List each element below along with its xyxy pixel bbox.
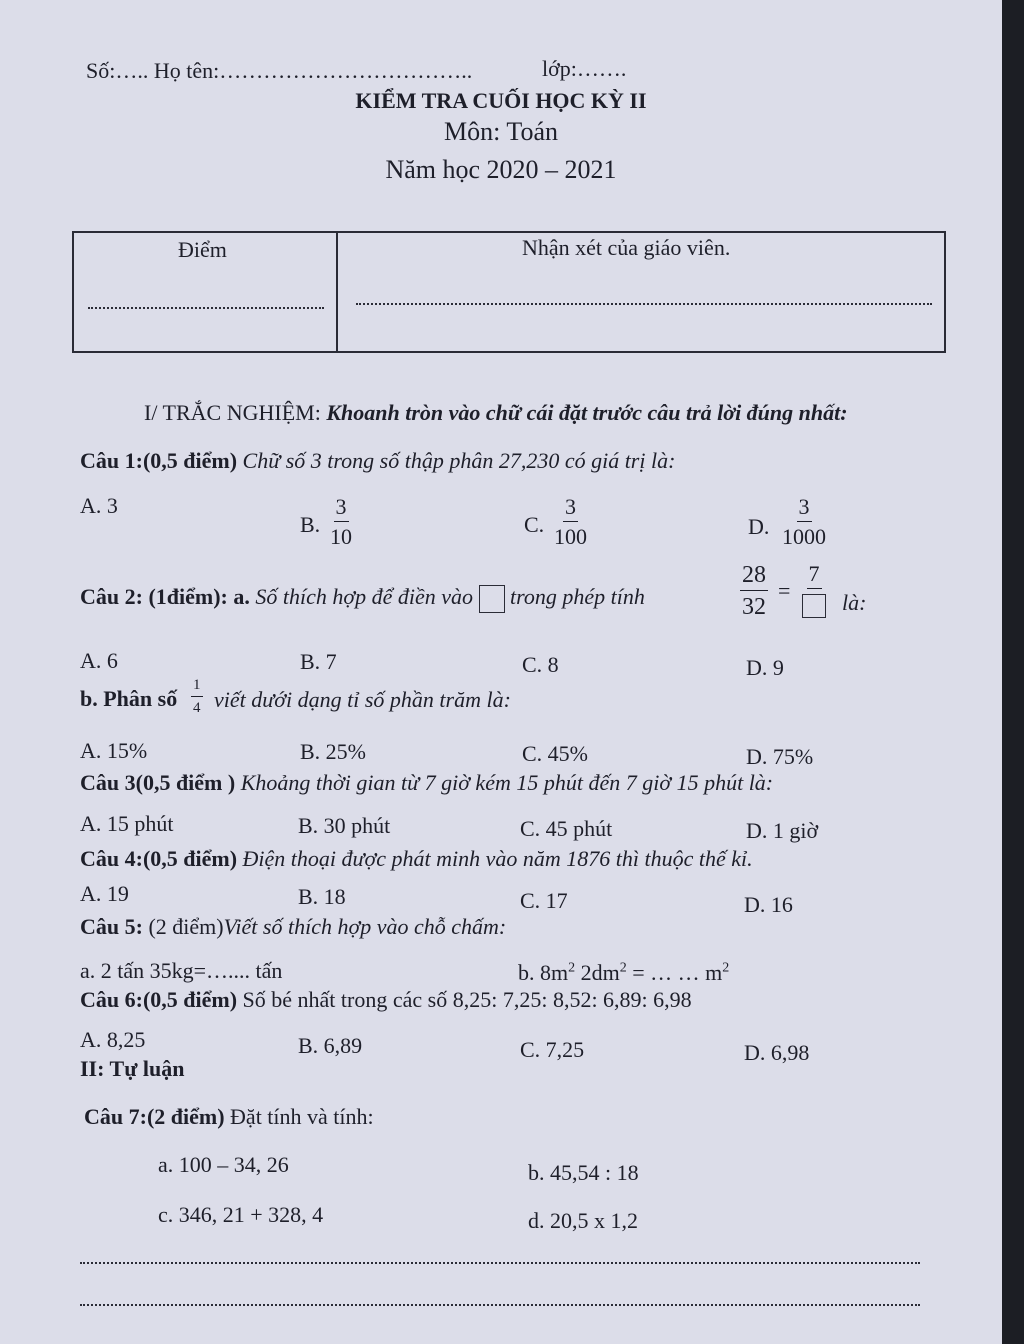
blank-box [479,585,505,613]
q3-text: Khoảng thời gian từ 7 giờ kém 15 phút đến 7 giờ 15 phút là: [240,770,774,795]
q1-d-denominator: 1000 [782,524,826,549]
question-4 [80,846,753,872]
score-blank [88,307,324,309]
q2-part-b-post: viết dưới dạng tỉ số phần trăm là: [214,687,511,712]
q1-b-numerator: 3 [334,496,349,522]
q6-option-d: D. 6,98 [744,1040,810,1065]
question-6 [80,987,692,1013]
q4-label: Câu 4:(0,5 điểm) [80,846,238,871]
score-table [72,231,946,353]
q6-option-a: A. 8,25 [80,1027,146,1052]
q6-option-b: B. 6,89 [298,1033,363,1058]
q2-part-b-fraction [191,678,203,716]
q2b-option-c: C. 45% [522,741,588,766]
q1-text: Chữ số 3 trong số thập phân 27,230 có giá trị là: [242,448,676,473]
question-1 [80,448,675,474]
q2b-option-d: D. 75% [746,744,814,769]
q2-f1-denominator: 32 [742,594,766,620]
answer-line-2 [80,1304,920,1306]
q2-f2-denominator [802,589,826,618]
q2-f2-numerator: 7 [807,563,822,589]
q3-option-a: A. 15 phút [80,811,174,836]
q1-option-b-letter: B. [300,512,321,537]
q4-option-b: B. 18 [298,884,346,909]
q3-option-c: C. 45 phút [520,816,613,841]
q2-text-a: Số thích hợp để điền vào [255,584,474,609]
q5-b-pre: b. 8m [518,960,569,985]
q6-text: Số bé nhất trong các số 8,25: 7,25: 8,52: 6,89: 6,98 [242,987,692,1012]
student-info-line: Số:….. Họ tên:…………………………….. [86,58,473,83]
q5-b-post: = … … m [626,960,723,985]
q5-label: Câu 5: [80,914,143,939]
q2-text-b: trong phép tính [510,584,645,609]
q4-option-a: A. 19 [80,881,129,906]
q7-part-c: c. 346, 21 + 328, 4 [158,1202,324,1227]
q1-option-c-fraction [554,496,587,548]
q5-text: Viết số thích hợp vào chỗ chấm: [223,914,507,939]
q1-c-numerator: 3 [563,496,578,522]
q7-label: Câu 7:(2 điểm) [84,1104,225,1129]
q6-option-c: C. 7,25 [520,1037,585,1062]
q4-option-c: C. 17 [520,888,568,913]
q2b-option-a: A. 15% [80,738,148,763]
question-5 [80,914,506,940]
q5-sup-2: 2 [619,960,627,976]
comment-blank [356,303,932,305]
q5-part-a: a. 2 tấn 35kg=….... tấn [80,958,283,983]
q2-pb-denominator: 4 [193,700,201,716]
answer-line-1 [80,1262,920,1264]
q1-option-a: A. 3 [80,493,118,518]
q2-option-c: C. 8 [522,652,559,677]
q2-option-b: B. 7 [300,649,337,674]
q1-option-d-fraction [782,496,826,548]
section2-heading: II: Tự luận [80,1056,185,1081]
q1-label: Câu 1:(0,5 điểm) [80,448,238,473]
q1-option-d-letter: D. [748,514,770,539]
q2-part-b-pre: b. Phân số [80,686,178,711]
q5-part-b [518,960,729,986]
q3-option-b: B. 30 phút [298,813,391,838]
q2-f1-numerator: 28 [740,563,768,591]
q3-label: Câu 3(0,5 điểm ) [80,770,236,795]
q5-points: (2 điểm) [148,914,224,939]
q7-part-b: b. 45,54 : 18 [528,1160,639,1185]
section1-instruction: Khoanh tròn vào chữ cái đặt trước câu trả lời đúng nhất: [326,400,848,425]
q2-fraction-1 [740,563,768,619]
q7-text: Đặt tính và tính: [230,1104,374,1129]
q2-end: là: [842,590,867,615]
q2-label: Câu 2: (1điểm): a. [80,584,250,609]
score-header: Điểm [178,237,227,262]
question-7 [84,1104,374,1130]
q6-label: Câu 6:(0,5 điểm) [80,987,238,1012]
q2-pb-numerator: 1 [191,678,203,697]
q1-option-c-letter: C. [524,512,545,537]
q7-part-d: d. 20,5 x 1,2 [528,1208,638,1233]
q7-part-a: a. 100 – 34, 26 [158,1152,289,1177]
question-3 [80,770,773,796]
q2-option-a: A. 6 [80,648,118,673]
q2b-option-b: B. 25% [300,739,366,764]
q5-sup-3: 2 [722,960,730,976]
q4-text: Điện thoại được phát minh vào năm 1876 thì thuộc thế kỉ. [242,846,753,871]
table-divider [336,233,338,351]
q1-option-b-fraction [330,496,352,548]
q5-b-mid: 2dm [575,960,620,985]
q2-option-d: D. 9 [746,655,784,680]
q2-part-b [80,686,177,712]
section1-heading: I/ TRẮC NGHIỆM: [144,400,321,425]
school-year-line: Năm học 2020 – 2021 [385,155,617,184]
q1-d-numerator: 3 [797,496,812,522]
section1-header [144,400,848,426]
blank-box-denominator [802,594,826,618]
class-field: lớp:……. [542,56,627,81]
q1-b-denominator: 10 [330,524,352,549]
exam-title: KIỂM TRA CUỐI HỌC KỲ II [355,88,647,113]
q1-c-denominator: 100 [554,524,587,549]
subject-line: Môn: Toán [444,117,558,146]
q2-equals: = [778,578,791,603]
q4-option-d: D. 16 [744,892,793,917]
q3-option-d: D. 1 giờ [746,818,819,843]
question-2 [80,584,645,613]
comment-header: Nhận xét của giáo viên. [522,235,731,260]
q2-fraction-2 [802,563,826,618]
q5-sup-1: 2 [568,960,576,976]
